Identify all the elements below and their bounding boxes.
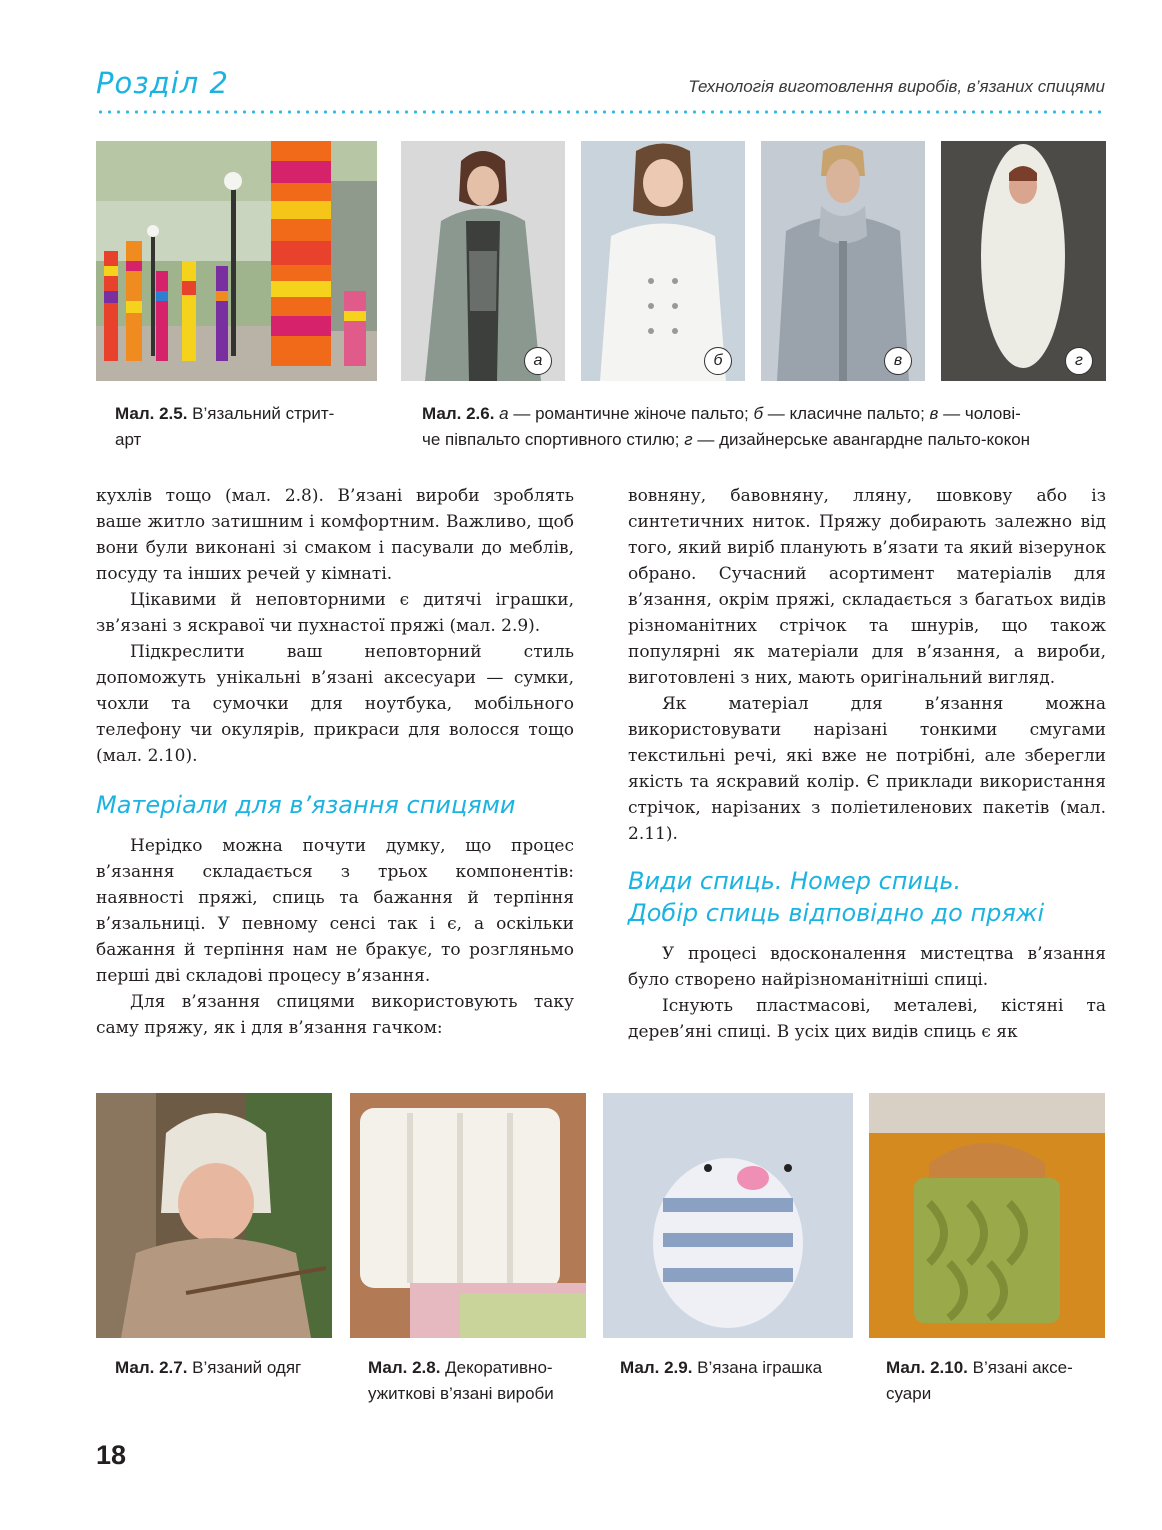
- paragraph: Нерідко можна почути думку, що процес в’язання складається з трьох компонентів: наявності пряжі, спиць та бажання й терпіння в’язальниці. У певному сенсі так і є, а оскільки бажання й терпіння нам не бракує, то розгляньмо перші дві складові процесу в’язання.: [96, 836, 574, 986]
- heading-line: Добір спиць відповідно до пряжі: [628, 899, 1045, 927]
- heading-line: Види спиць. Номер спиць.: [628, 867, 962, 895]
- caption-text: арт: [115, 430, 142, 449]
- paragraph: Для в’язання спицями використовують таку саму пряжу, як і для в’язання гачком:: [96, 992, 574, 1038]
- figure-letter-v: в: [884, 347, 912, 375]
- figure-letter-g: г: [1065, 347, 1093, 375]
- figure-letter-a: а: [524, 347, 552, 375]
- caption-letter: а: [499, 404, 509, 423]
- paragraph: Існують пластмасові, металеві, кістяні та дерев’яні спиці. В усіх цих видів спиць є як: [628, 996, 1106, 1042]
- caption-label: Мал. 2.8.: [368, 1358, 441, 1377]
- caption-fig-2-5: [115, 401, 385, 453]
- caption-text: — романтичне жіноче пальто;: [508, 404, 754, 423]
- caption-fig-2-10: [886, 1355, 1116, 1407]
- caption-text: В’язана іграшка: [692, 1358, 823, 1377]
- figure-letter-b: б: [704, 347, 732, 375]
- paragraph: вовняну, бавовняну, лляну, шовкову або із синтетичних ниток. Пряжу добирають залежно від того, який виріб планують в’язати та який візерунок обрано. Сучасний асортимент матеріалів для в’язання, окрім пряжі, складається з багатьох видів різноманітних стрічок та шнурів, що також популярні як матеріали для в’язання, а вироби, виготовлені з них, мають оригінальний вигляд.: [628, 486, 1106, 688]
- caption-fig-2-6: [422, 401, 1112, 453]
- caption-letter: в: [929, 404, 939, 423]
- photo-sport-half-coat: [761, 141, 925, 381]
- photo-cocoon-coat: [941, 141, 1106, 381]
- left-column: [96, 483, 574, 1041]
- paragraph: Цікавими й неповторними є дитячі іграшки, зв’язані з яскравої чи пухнастої пряжі (мал. 2.9).: [96, 590, 574, 636]
- caption-letter: г: [684, 430, 693, 449]
- caption-text: В’язані аксе-: [967, 1358, 1073, 1377]
- section-title: Розділ 2: [96, 66, 229, 100]
- caption-fig-2-8: [368, 1355, 608, 1407]
- caption-text: — класичне пальто;: [763, 404, 930, 423]
- caption-fig-2-9: [620, 1355, 860, 1381]
- caption-text: ужиткові в’язані вироби: [368, 1384, 554, 1403]
- caption-text: — дизайнерське авангардне пальто-кокон: [692, 430, 1031, 449]
- caption-label: Мал. 2.6.: [422, 404, 495, 423]
- photo-yarn-bombing-trees: [96, 141, 377, 381]
- dotted-divider: [96, 110, 1106, 114]
- caption-text: В’язаний одяг: [187, 1358, 302, 1377]
- section-heading-needles: [628, 865, 1106, 929]
- caption-text: — чолові-: [938, 404, 1021, 423]
- paragraph: У процесі вдосконалення мистецтва в’язання було створено найрізноманітніші спиці.: [628, 944, 1106, 990]
- paragraph: Як матеріал для в’язання можна використовувати нарізані тонкими смугами текстильні речі, які вже не потрібні, але зберегли якість та яскравий колір. Є приклади використання стрічок, нарізаних з поліетиленових пакетів (мал. 2.11).: [628, 694, 1106, 844]
- caption-fig-2-7: [115, 1355, 345, 1381]
- photo-romantic-coat: [401, 141, 565, 381]
- caption-label: Мал. 2.5.: [115, 404, 188, 423]
- section-heading-materials: Матеріали для в’язання спицями: [96, 791, 516, 819]
- paragraph: кухлів тощо (мал. 2.8). В’язані вироби зроблять ваше житло затишним і комфортним. Важливо, щоб вони були виконані зі смаком і пасували до меблів, посуду та інших речей у кімнаті.: [96, 486, 574, 584]
- photo-classic-coat: [581, 141, 745, 381]
- paragraph: Підкреслити ваш неповторний стиль допоможуть унікальні в’язані аксесуари — сумки, чохли та сумочки для ноутбука, мобільного телефону чи окулярів, прикраси для волосся тощо (мал. 2.10).: [96, 642, 574, 766]
- photo-knitted-bag: [869, 1093, 1105, 1338]
- caption-text: че півпальто спортивного стилю;: [422, 430, 685, 449]
- caption-text: В’язальний стрит-: [187, 404, 335, 423]
- right-column: [628, 483, 1106, 1045]
- photo-knitted-toy: [603, 1093, 853, 1338]
- caption-label: Мал. 2.9.: [620, 1358, 693, 1377]
- caption-text: суари: [886, 1384, 932, 1403]
- caption-text: Декоративно-: [440, 1358, 553, 1377]
- caption-letter: б: [753, 404, 764, 423]
- caption-label: Мал. 2.10.: [886, 1358, 968, 1377]
- photo-knitted-pillow: [350, 1093, 586, 1338]
- caption-label: Мал. 2.7.: [115, 1358, 188, 1377]
- running-title: Технологія виготовлення виробів, в’язаних спицями: [688, 77, 1105, 96]
- photo-knitted-clothing-child: [96, 1093, 332, 1338]
- page-number: 18: [96, 1440, 127, 1470]
